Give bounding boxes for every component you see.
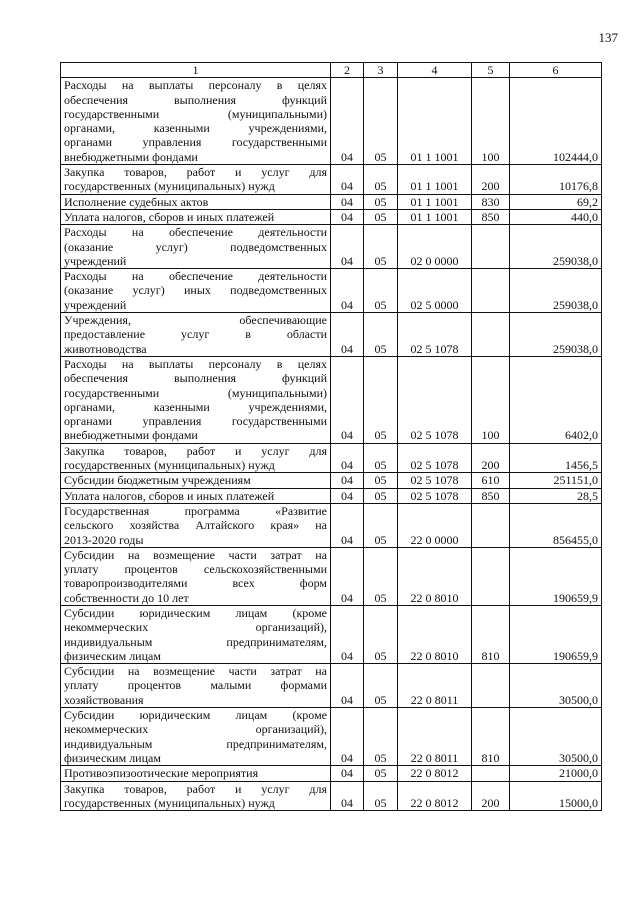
amount-value: 251151,0 — [510, 473, 602, 488]
target-article-code: 22 0 8011 — [398, 664, 472, 708]
expense-type-code: 810 — [472, 605, 510, 663]
expense-type-code: 100 — [472, 356, 510, 443]
expense-description — [61, 605, 331, 663]
description-line: Государственная программа «Развитие — [64, 503, 327, 518]
amount-value: 69,2 — [510, 194, 602, 209]
section-code: 04 — [331, 488, 364, 503]
column-header: 5 — [472, 63, 510, 78]
amount-value: 259038,0 — [510, 225, 602, 269]
description-line: обеспечения выполнения функций — [64, 371, 327, 386]
description-line: внебюджетными фондами — [64, 428, 198, 443]
description-line: некоммерческих организаций), — [64, 722, 327, 737]
description-line: предоставление услуг в области — [64, 327, 327, 342]
column-header: 2 — [331, 63, 364, 78]
column-header: 6 — [510, 63, 602, 78]
section-code: 04 — [331, 473, 364, 488]
expense-type-code: 200 — [472, 165, 510, 195]
section-code: 04 — [331, 194, 364, 209]
target-article-code: 01 1 1001 — [398, 78, 472, 165]
expense-type-code — [472, 269, 510, 313]
subsection-code: 05 — [364, 313, 398, 357]
section-code: 04 — [331, 356, 364, 443]
section-code: 04 — [331, 78, 364, 165]
amount-value: 15000,0 — [510, 781, 602, 811]
description-line: Исполнение судебных актов — [64, 194, 209, 209]
expense-description — [61, 225, 331, 269]
description-line: государственными (муниципальными) — [64, 106, 327, 121]
table-row — [61, 488, 602, 503]
amount-value: 856455,0 — [510, 503, 602, 547]
description-line: Учреждения, обеспечивающие — [64, 313, 327, 328]
description-line: обеспечения выполнения функций — [64, 92, 327, 107]
expense-type-code: 850 — [472, 488, 510, 503]
description-line: хозяйствования — [64, 692, 144, 707]
column-header: 4 — [398, 63, 472, 78]
target-article-code: 02 0 0000 — [398, 225, 472, 269]
amount-value: 190659,9 — [510, 605, 602, 663]
description-line: Уплата налогов, сборов и иных платежей — [64, 209, 275, 224]
amount-value: 440,0 — [510, 209, 602, 224]
target-article-code: 02 5 1078 — [398, 488, 472, 503]
target-article-code: 02 5 1078 — [398, 313, 472, 357]
amount-value: 30500,0 — [510, 664, 602, 708]
target-article-code: 02 5 1078 — [398, 473, 472, 488]
target-article-code: 02 5 1078 — [398, 356, 472, 443]
section-code: 04 — [331, 503, 364, 547]
description-line: Расходы на выплаты персоналу в целях — [64, 356, 327, 371]
description-line: государственных (муниципальных) нужд — [64, 179, 275, 194]
expense-type-code — [472, 503, 510, 547]
expense-description — [61, 473, 331, 488]
target-article-code: 22 0 8012 — [398, 766, 472, 781]
subsection-code: 05 — [364, 225, 398, 269]
subsection-code: 05 — [364, 194, 398, 209]
expense-description — [61, 209, 331, 224]
description-line: Закупка товаров, работ и услуг для — [64, 781, 327, 796]
amount-value: 190659,9 — [510, 547, 602, 605]
amount-value: 259038,0 — [510, 313, 602, 357]
amount-value: 10176,8 — [510, 165, 602, 195]
expense-type-code: 810 — [472, 708, 510, 766]
target-article-code: 01 1 1001 — [398, 209, 472, 224]
table-row — [61, 194, 602, 209]
expense-type-code: 200 — [472, 781, 510, 811]
table-row — [61, 766, 602, 781]
target-article-code: 01 1 1001 — [398, 165, 472, 195]
table-row — [61, 269, 602, 313]
expense-description — [61, 547, 331, 605]
description-line: 2013-2020 годы — [64, 532, 144, 547]
description-line: Субсидии бюджетным учреждениям — [64, 473, 251, 488]
section-code: 04 — [331, 781, 364, 811]
subsection-code: 05 — [364, 269, 398, 313]
expense-type-code: 100 — [472, 78, 510, 165]
expense-description — [61, 78, 331, 165]
description-line: учреждений — [64, 253, 127, 268]
column-header: 1 — [61, 63, 331, 78]
description-line: органами управления государственными — [64, 135, 327, 150]
subsection-code: 05 — [364, 78, 398, 165]
target-article-code: 22 0 8010 — [398, 547, 472, 605]
subsection-code: 05 — [364, 356, 398, 443]
section-code: 04 — [331, 225, 364, 269]
table-row — [61, 443, 602, 473]
description-line: Расходы на обеспечение деятельности — [64, 225, 327, 240]
expense-type-code — [472, 313, 510, 357]
table-row — [61, 781, 602, 811]
expense-description — [61, 781, 331, 811]
description-line: физическим лицам — [64, 648, 161, 663]
amount-value: 21000,0 — [510, 766, 602, 781]
table-row — [61, 664, 602, 708]
expense-description — [61, 356, 331, 443]
description-line: Субсидии на возмещение части затрат на — [64, 547, 327, 562]
budget-table — [60, 62, 602, 811]
expense-description — [61, 165, 331, 195]
subsection-code: 05 — [364, 209, 398, 224]
description-line: уплату процентов малыми формами — [64, 678, 327, 693]
section-code: 04 — [331, 209, 364, 224]
description-line: государственных (муниципальных) нужд — [64, 458, 275, 473]
description-line: (оказание услуг) подведомственных — [64, 239, 327, 254]
description-line: органами, казенными учреждениями, — [64, 399, 327, 414]
subsection-code: 05 — [364, 473, 398, 488]
table-row — [61, 225, 602, 269]
expense-type-code — [472, 664, 510, 708]
table-row — [61, 605, 602, 663]
description-line: собственности до 10 лет — [64, 590, 189, 605]
description-line: физическим лицам — [64, 750, 161, 765]
table-row — [61, 356, 602, 443]
target-article-code: 22 0 8011 — [398, 708, 472, 766]
table-row — [61, 503, 602, 547]
amount-value: 28,5 — [510, 488, 602, 503]
expense-description — [61, 664, 331, 708]
expense-description — [61, 443, 331, 473]
expense-type-code: 200 — [472, 443, 510, 473]
subsection-code: 05 — [364, 488, 398, 503]
expense-type-code: 830 — [472, 194, 510, 209]
target-article-code: 22 0 8012 — [398, 781, 472, 811]
description-line: Противоэпизоотические мероприятия — [64, 766, 259, 781]
section-code: 04 — [331, 664, 364, 708]
section-code: 04 — [331, 443, 364, 473]
expense-type-code — [472, 225, 510, 269]
description-line: индивидуальным предпринимателям, — [64, 634, 327, 649]
description-line: некоммерческих организаций), — [64, 620, 327, 635]
subsection-code: 05 — [364, 781, 398, 811]
expense-description — [61, 708, 331, 766]
subsection-code: 05 — [364, 708, 398, 766]
target-article-code: 02 5 0000 — [398, 269, 472, 313]
table-row — [61, 313, 602, 357]
description-line: Закупка товаров, работ и услуг для — [64, 443, 327, 458]
section-code: 04 — [331, 708, 364, 766]
section-code: 04 — [331, 165, 364, 195]
description-line: Субсидии юридическим лицам (кроме — [64, 708, 327, 723]
description-line: Субсидии на возмещение части затрат на — [64, 664, 327, 679]
target-article-code: 02 5 1078 — [398, 443, 472, 473]
column-header: 3 — [364, 63, 398, 78]
expense-type-code — [472, 766, 510, 781]
expense-type-code — [472, 547, 510, 605]
section-code: 04 — [331, 269, 364, 313]
description-line: государственных (муниципальных) нужд — [64, 795, 275, 810]
expense-description — [61, 488, 331, 503]
section-code: 04 — [331, 605, 364, 663]
target-article-code: 22 0 0000 — [398, 503, 472, 547]
description-line: Субсидии юридическим лицам (кроме — [64, 605, 327, 620]
table-header-row — [61, 63, 602, 78]
subsection-code: 05 — [364, 165, 398, 195]
subsection-code: 05 — [364, 503, 398, 547]
expense-description — [61, 194, 331, 209]
description-line: уплату процентов сельскохозяйственными — [64, 562, 327, 577]
description-line: животноводства — [64, 341, 147, 356]
description-line: государственными (муниципальными) — [64, 385, 327, 400]
amount-value: 30500,0 — [510, 708, 602, 766]
description-line: органами, казенными учреждениями, — [64, 121, 327, 136]
expense-description — [61, 766, 331, 781]
amount-value: 1456,5 — [510, 443, 602, 473]
target-article-code: 01 1 1001 — [398, 194, 472, 209]
table-row — [61, 473, 602, 488]
expense-description — [61, 503, 331, 547]
table-row — [61, 78, 602, 165]
table-row — [61, 209, 602, 224]
subsection-code: 05 — [364, 605, 398, 663]
table-row — [61, 165, 602, 195]
amount-value: 102444,0 — [510, 78, 602, 165]
amount-value: 259038,0 — [510, 269, 602, 313]
description-line: органами управления государственными — [64, 414, 327, 429]
description-line: Уплата налогов, сборов и иных платежей — [64, 488, 275, 503]
description-line: (оказание услуг) иных подведомственных — [64, 283, 327, 298]
expense-description — [61, 269, 331, 313]
description-line: сельского хозяйства Алтайского края» на — [64, 518, 327, 533]
description-line: Расходы на выплаты персоналу в целях — [64, 78, 327, 93]
section-code: 04 — [331, 313, 364, 357]
amount-value: 6402,0 — [510, 356, 602, 443]
subsection-code: 05 — [364, 443, 398, 473]
section-code: 04 — [331, 547, 364, 605]
subsection-code: 05 — [364, 664, 398, 708]
target-article-code: 22 0 8010 — [398, 605, 472, 663]
table-row — [61, 708, 602, 766]
section-code: 04 — [331, 766, 364, 781]
expense-type-code: 610 — [472, 473, 510, 488]
description-line: учреждений — [64, 297, 127, 312]
subsection-code: 05 — [364, 766, 398, 781]
description-line: индивидуальным предпринимателям, — [64, 736, 327, 751]
page-number: 137 — [598, 30, 618, 45]
description-line: Расходы на обеспечение деятельности — [64, 269, 327, 284]
description-line: Закупка товаров, работ и услуг для — [64, 165, 327, 180]
description-line: товаропроизводителями всех форм — [64, 576, 327, 591]
subsection-code: 05 — [364, 547, 398, 605]
expense-type-code: 850 — [472, 209, 510, 224]
table-row — [61, 547, 602, 605]
description-line: внебюджетными фондами — [64, 149, 198, 164]
expense-description — [61, 313, 331, 357]
